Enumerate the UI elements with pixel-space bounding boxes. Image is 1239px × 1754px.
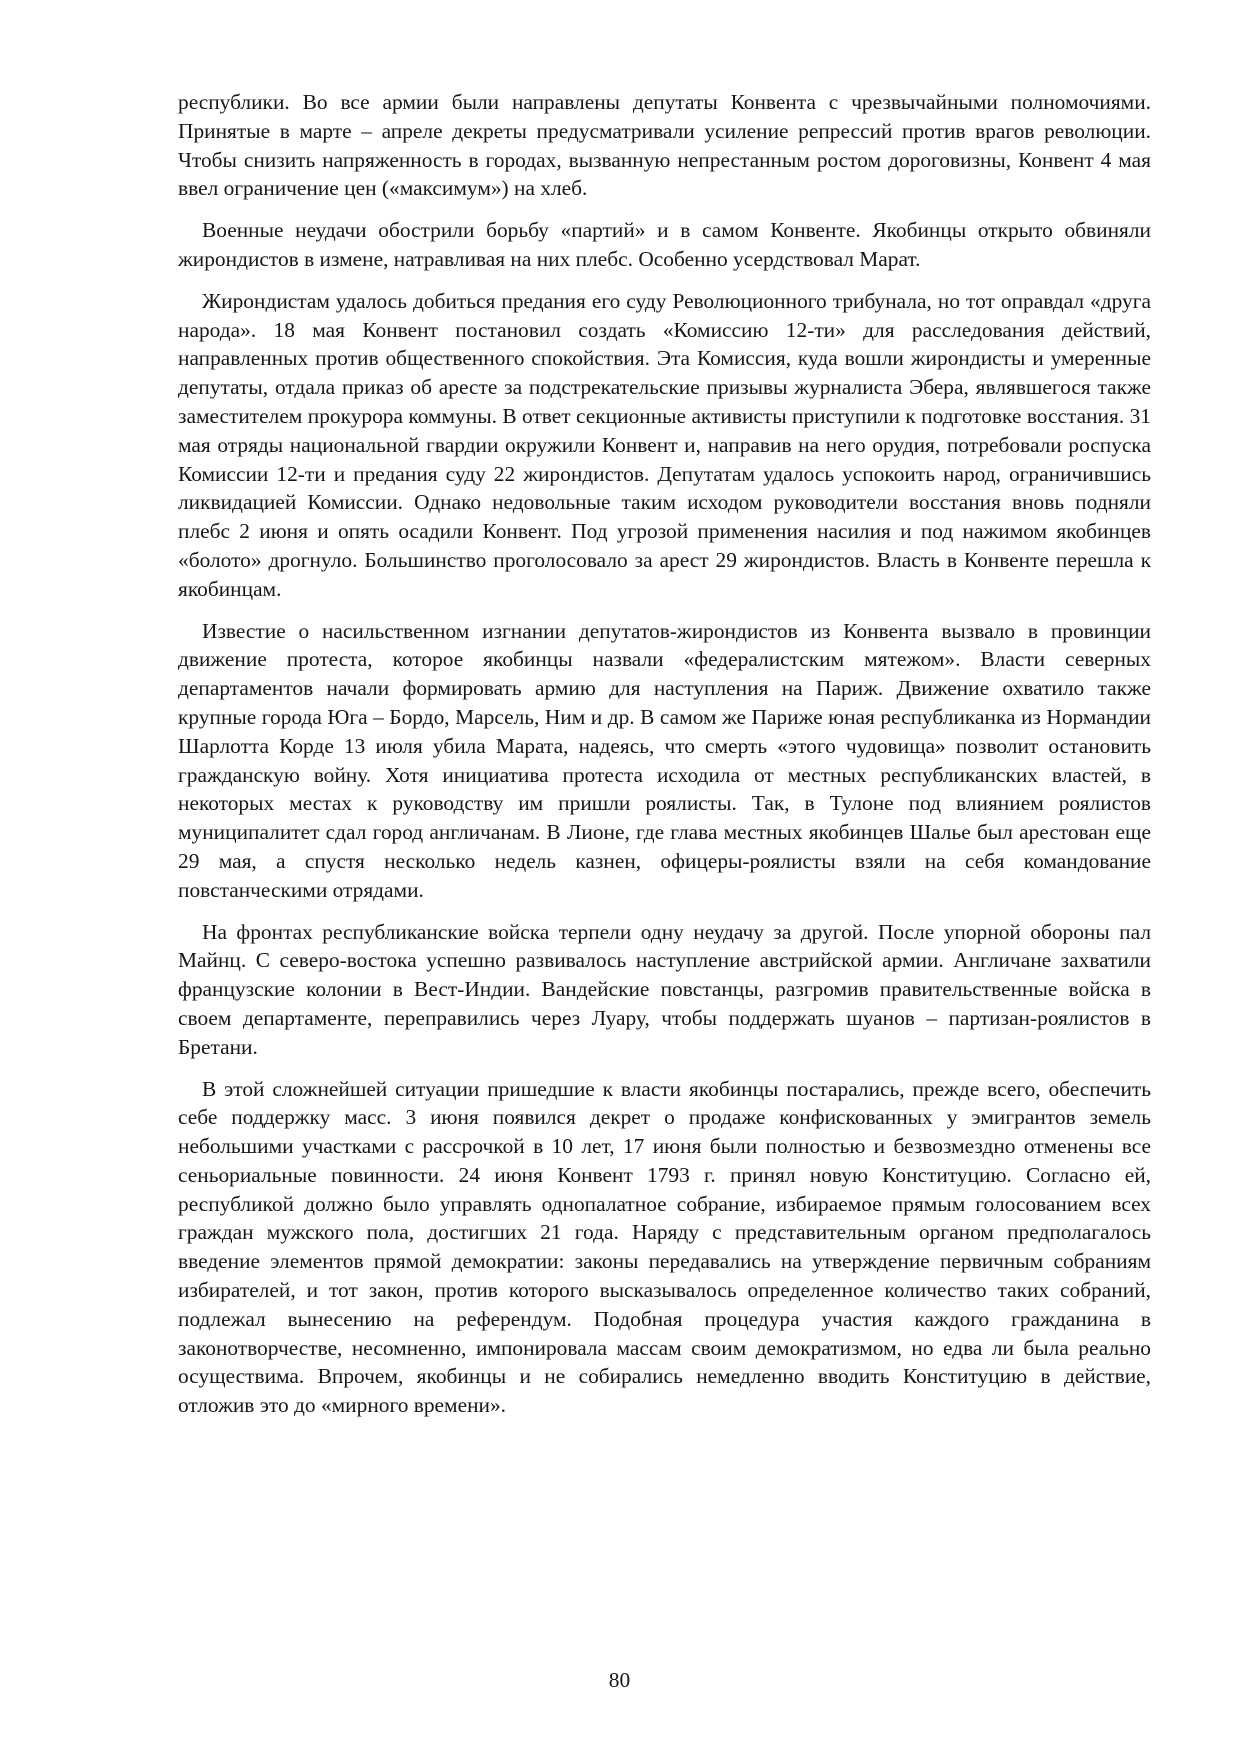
paragraph-fronts: На фронтах республиканские войска терпели одну неудачу за другой. После упорной обороны пал Майнц. С северо-востока успешно развивалось наступление австрийской армии. Англичане захватили французские колонии в Вест-Индии. Вандейские повстанцы, разгромив правительственные войска в своем департаменте, переправились через Луару, чтобы поддержать шуанов – партизан-роялистов в Бретани. (178, 919, 1151, 1059)
paragraph-military-failures: Военные неудачи обострили борьбу «партий» и в самом Конвенте. Якобинцы открыто обвиняли жирондистов в измене, натравливая на них плебс. Особенно усердствовал Марат. (178, 218, 1151, 271)
paragraph-girondins-fall: Жирондистам удалось добиться предания его суду Революционного трибунала, но тот оправдал «друга народа». 18 мая Конвент постановил создать «Комиссию 12-ти» для расследования действий, направленных против общественного спокойствия. Эта Комиссия, куда вошли жирондисты и умеренные депутаты, отдала приказ об аресте за подстрекательские призывы журналиста Эбера, являвшегося также заместителем прокурора коммуны. В ответ секционные активисты приступили к подготовке восстания. 31 мая отряды национальной гвардии окружили Конвент и, направив на него орудия, потребовали роспуска Комиссии 12-ти и предания суду 22 жирондистов. Депутатам удалось успокоить народ, ограничившись ликвидацией Комиссии. Однако недовольные таким исходом руководители восстания вновь подняли плебс 2 июня и опять осадили Конвент. Под угрозой применения насилия и под нажимом якобинцев «болото» дрогнуло. Большинство проголосовало за арест 29 жирондистов. Власть в Конвенте перешла к якобинцам. (178, 288, 1151, 601)
paragraph-constitution-1793: В этой сложнейшей ситуации пришедшие к власти якобинцы постарались, прежде всего, обеспечить себе поддержку масс. 3 июня появился декрет о продаже конфискованных у эмигрантов земель небольшими участками с рассрочкой в 10 лет, 17 июня были полностью и безвозмездно отменены все сеньориальные повинности. 24 июня Конвент 1793 г. принял новую Конституцию. Согласно ей, республикой должно было управлять однопалатное собрание, избираемое прямым голосованием всех граждан мужского пола, достигших 21 года. Наряду с представительным органом предполагалось введение элементов прямой демократии: законы передавались на утверждение первичным собраниям избирателей, и тот закон, против которого высказывалось определенное количество таких собраний, подлежал вынесению на референдум. Подобная процедура участия каждого гражданина в законотворчестве, несомненно, импонировала массам своим демократизмом, но едва ли была реально осуществима. Впрочем, якобинцы и не собирались немедленно вводить Конституцию в действие, отложив это до «мирного времени». (178, 1076, 1151, 1418)
paragraph-federalist-revolt: Известие о насильственном изгнании депутатов-жирондистов из Конвента вызвало в провинции движение протеста, которое якобинцы назвали «федералистским мятежом». Власти северных департаментов начали формировать армию для наступления на Париж. Движение охватило также крупные города Юга – Бордо, Марсель, Ним и др. В самом же Париже юная республиканка из Нормандии Шарлотта Корде 13 июля убила Марата, надеясь, что смерть «этого чудовища» позволит остановить гражданскую войну. Хотя инициатива протеста исходила от местных республиканских властей, в некоторых местах к руководству им пришли роялисты. Так, в Тулоне под влиянием роялистов муниципалитет сдал город англичанам. В Лионе, где глава местных якобинцев Шалье был арестован еще 29 мая, а спустя несколько недель казнен, офицеры-роялисты взяли на себя командование повстанческими отрядами. (178, 618, 1151, 902)
paragraph-continuation: республики. Во все армии были направлены депутаты Конвента с чрезвычайными полномочиями. Принятые в марте – апреле декреты предусматривали усиление репрессий против врагов революции. Чтобы снизить напряженность в городах, вызванную непрестанным ростом дороговизны, Конвент 4 мая ввел ограничение цен («максимум») на хлеб. (178, 90, 1151, 201)
page-body (178, 88, 1151, 1433)
page-number: 80 (608, 1668, 631, 1692)
